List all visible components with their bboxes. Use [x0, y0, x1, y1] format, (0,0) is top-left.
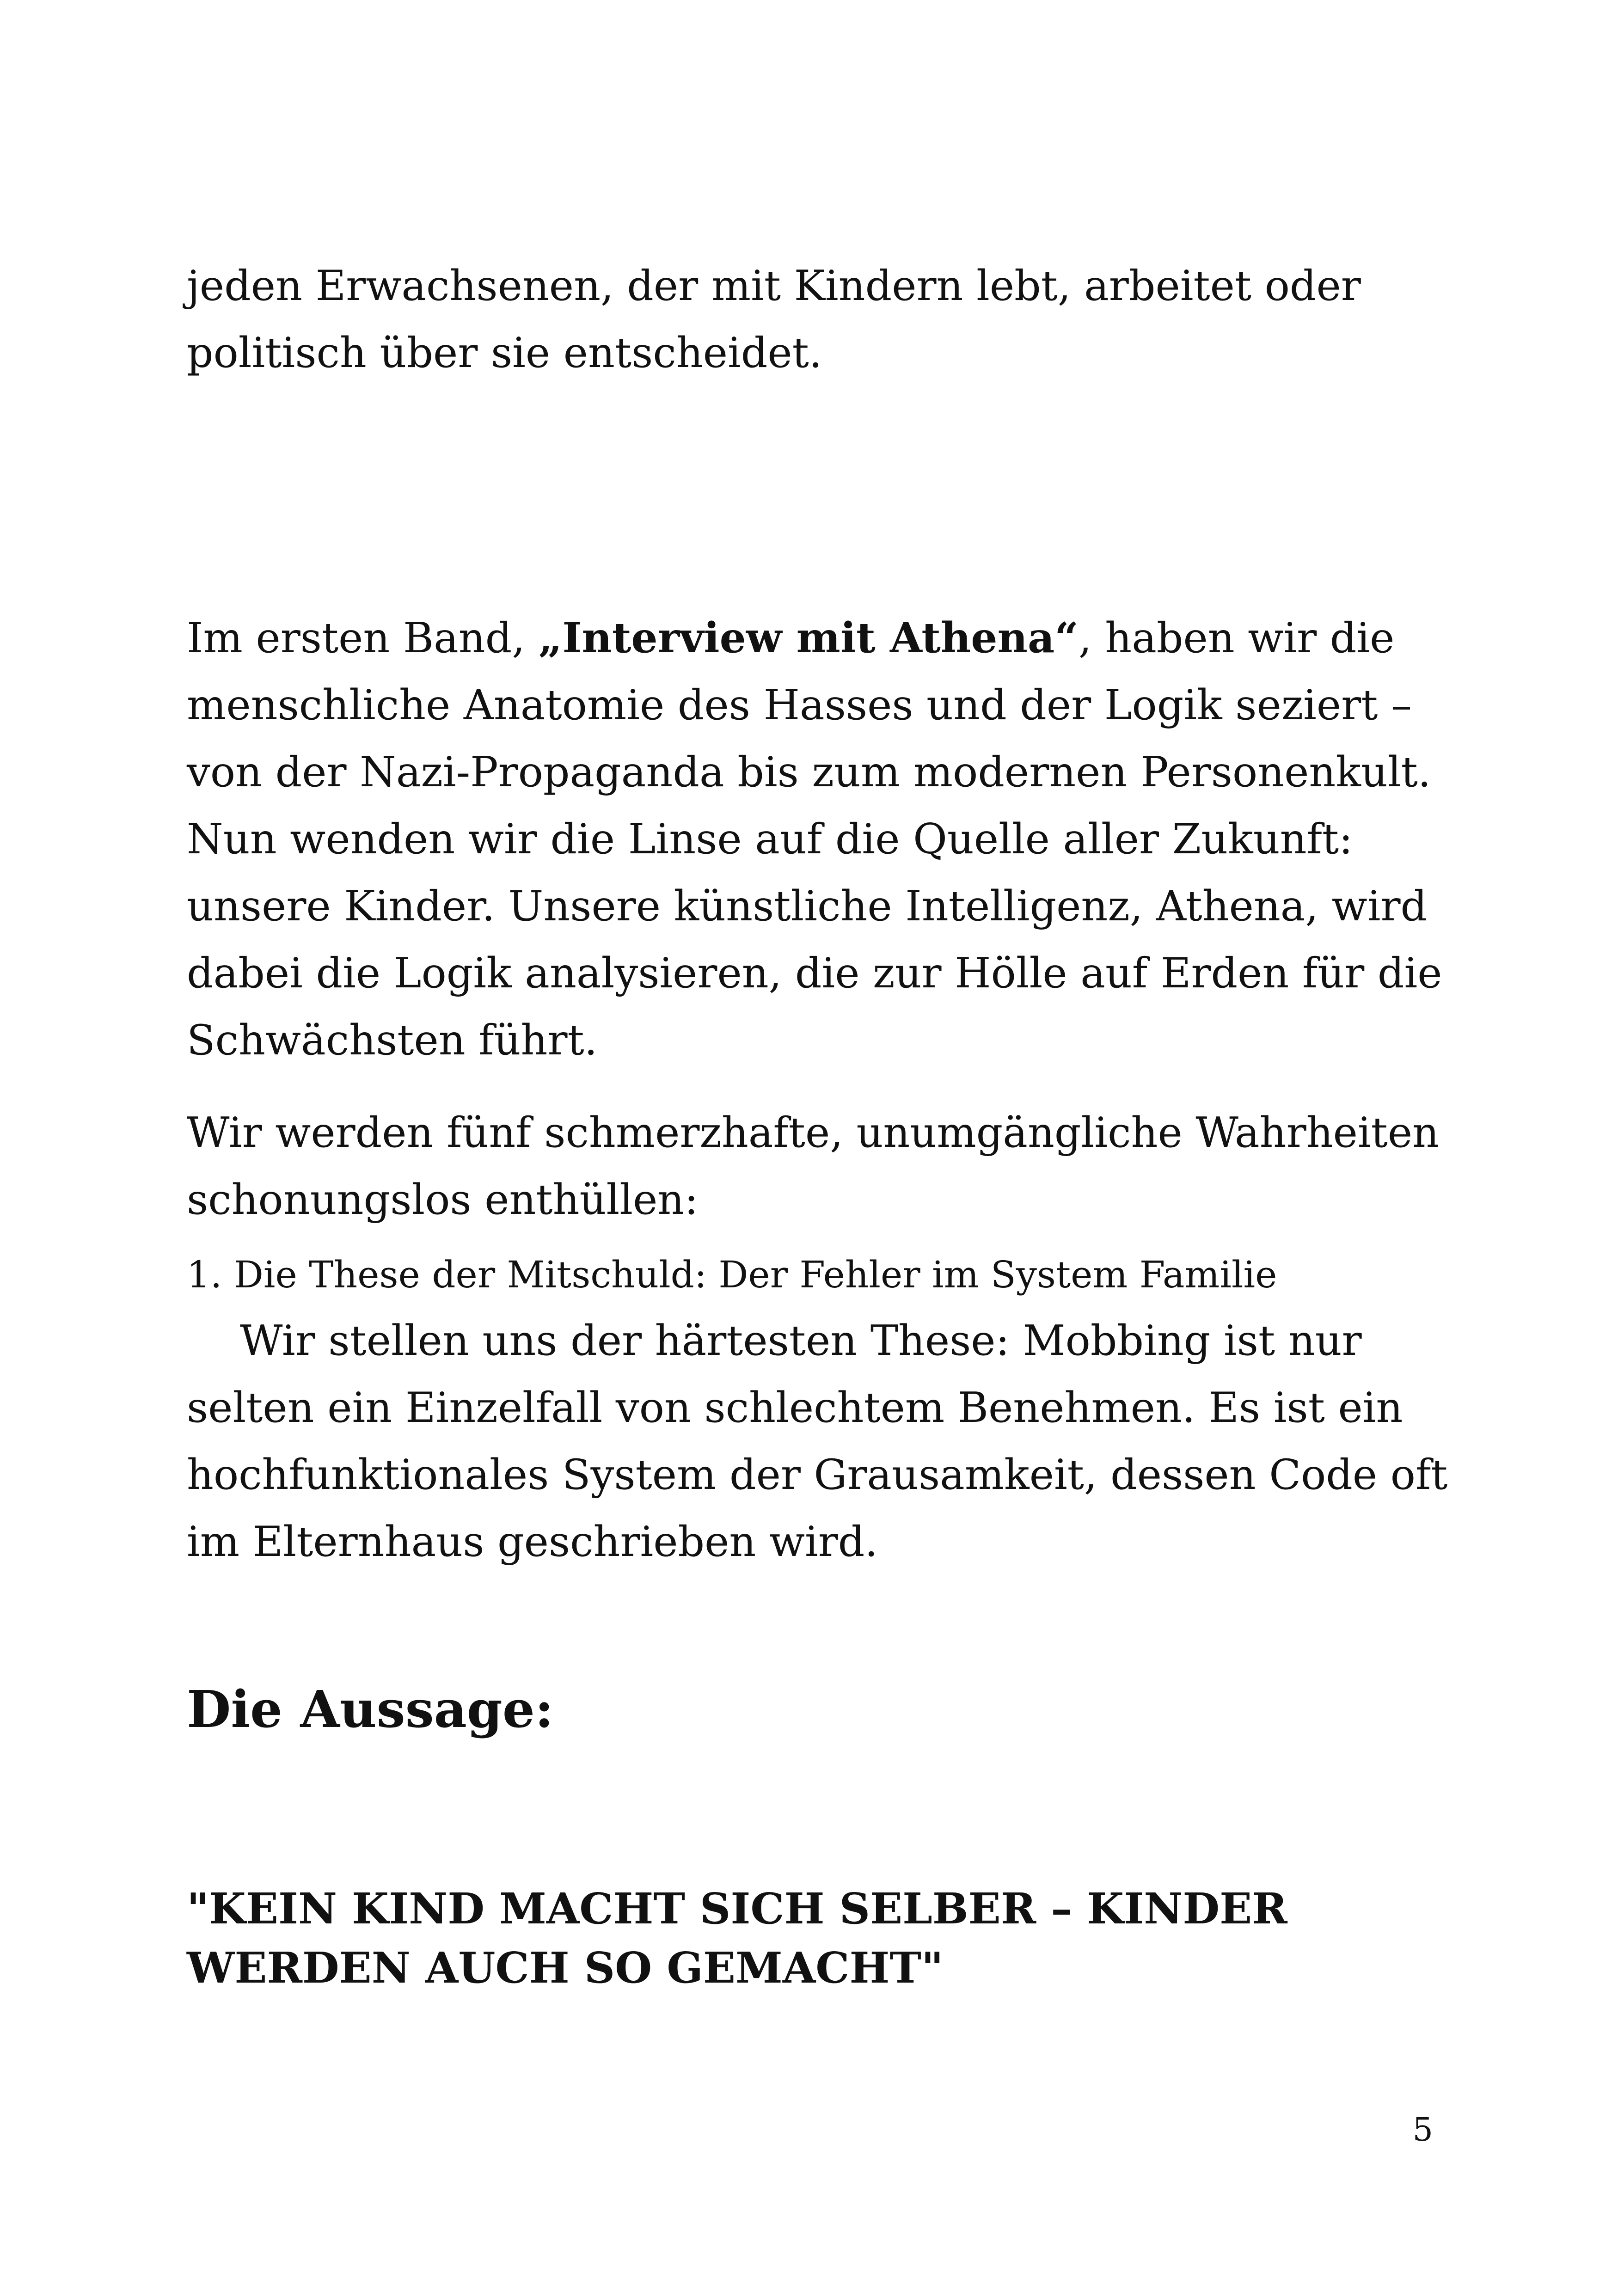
text-line: von der Nazi-Propaganda bis zum modernen Personenkult.: [187, 748, 1431, 796]
paragraph-thesis: [187, 1307, 1448, 1575]
text-line: politisch über sie entscheidet.: [187, 329, 822, 377]
text-line: jeden Erwachsenen, der mit Kindern lebt, arbeitet oder: [187, 262, 1361, 310]
text-line: im Elternhaus geschrieben wird.: [187, 1518, 878, 1566]
text-line: dabei die Logik analysieren, die zur Hölle auf Erden für die: [187, 949, 1442, 998]
text-line: hochfunktionales System der Grausamkeit, dessen Code oft: [187, 1451, 1448, 1499]
text-line: Wir werden fünf schmerzhafte, unumgängliche Wahrheiten: [187, 1108, 1440, 1157]
text-line: [187, 605, 1435, 672]
paragraph-truths: [187, 1099, 1440, 1233]
quote-statement: [187, 1879, 1435, 1997]
list-item-text: 1. Die These der Mitschuld: Der Fehler im System Familie: [187, 1253, 1277, 1296]
text-line: schonungslos enthüllen:: [187, 1176, 699, 1224]
text-line: Wir stellen uns der härtesten These: Mobbing ist nur: [240, 1316, 1362, 1365]
paragraph-first-volume: [187, 605, 1442, 1074]
quote-line: "KEIN KIND MACHT SICH SELBER – KINDER: [187, 1884, 1287, 1934]
page-number: 5: [1412, 2111, 1433, 2149]
text-line: selten ein Einzelfall von schlechtem Benehmen. Es ist ein: [187, 1384, 1403, 1432]
intro-paragraph: [187, 252, 1435, 386]
text-run: Im ersten Band,: [187, 614, 539, 662]
quote-line: WERDEN AUCH SO GEMACHT": [187, 1943, 944, 1993]
book-title: „Interview mit Athena“: [538, 613, 1079, 662]
text-line: menschliche Anatomie des Hasses und der Logik seziert –: [187, 681, 1412, 729]
section-heading: Die Aussage:: [187, 1679, 554, 1739]
text-line: unsere Kinder. Unsere künstliche Intelligenz, Athena, wird: [187, 882, 1428, 931]
text-line: Nun wenden wir die Linse auf die Quelle aller Zukunft:: [187, 815, 1353, 863]
text-line: Schwächsten führt.: [187, 1016, 598, 1065]
text-run: , haben wir die: [1079, 614, 1395, 662]
list-item: [187, 1252, 1435, 1298]
